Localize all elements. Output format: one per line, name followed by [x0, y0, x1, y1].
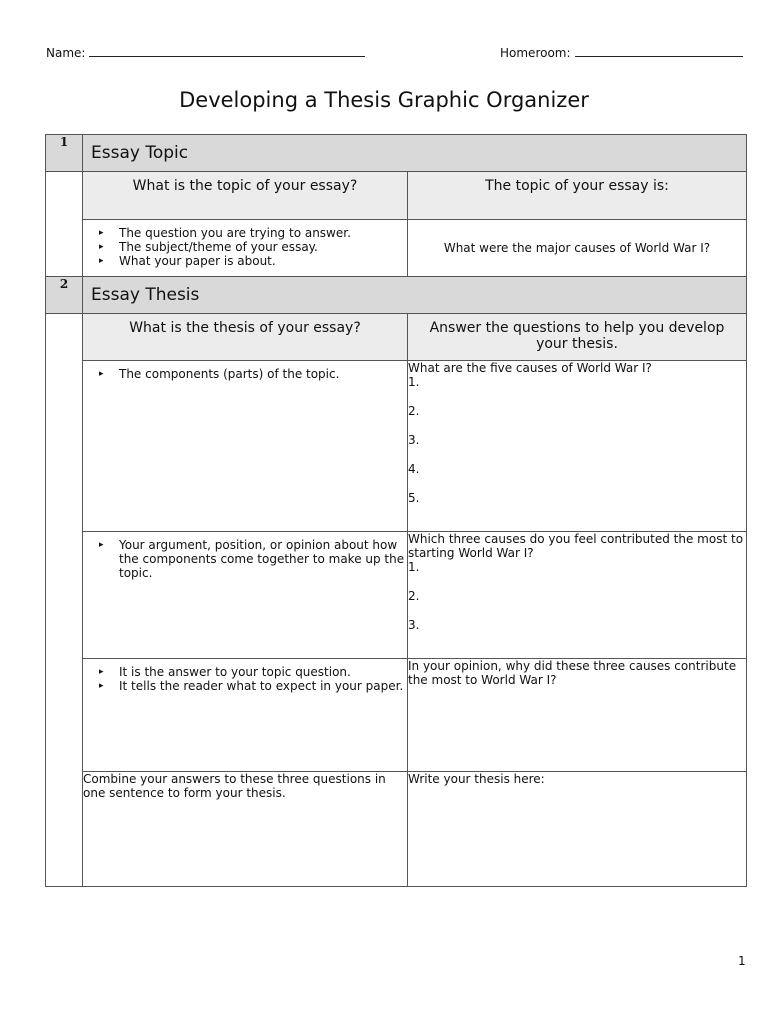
- answer-explanation-bullet-list: [83, 665, 407, 693]
- answer-line-number: 1.: [408, 560, 420, 574]
- homeroom-blank-line[interactable]: [575, 44, 743, 57]
- name-field[interactable]: [46, 44, 365, 60]
- list-item: ▸ The question you are trying to answer.: [119, 226, 407, 240]
- three-causes-prompt: Which three causes do you feel contributed the most to starting World War I?: [408, 532, 744, 560]
- page-title: Developing a Thesis Graphic Organizer: [179, 88, 589, 112]
- section-2-row-components: [46, 361, 747, 532]
- section-2-question-right: Answer the questions to help you develop your thesis.: [408, 314, 747, 361]
- section-2-row-thesis: [46, 772, 747, 887]
- section-1-header: [46, 135, 747, 172]
- combine-instruction: Combine your answers to these three questions in one sentence to form your thesis.: [83, 772, 386, 800]
- section-2-margin: [46, 314, 83, 887]
- components-bullet-list: [83, 367, 407, 381]
- section-2-question-row: [46, 314, 747, 361]
- list-item: ▸ It tells the reader what to expect in your paper.: [119, 679, 407, 693]
- homeroom-label: Homeroom:: [500, 46, 571, 60]
- answer-explanation-cell: [83, 659, 408, 772]
- answer-line-number: 4.: [408, 462, 420, 476]
- section-1-question-row: [46, 172, 747, 220]
- answer-line-number: 2.: [408, 589, 420, 603]
- section-1-question-left: What is the topic of your essay?: [83, 172, 408, 220]
- five-causes-numbers: [408, 375, 746, 505]
- three-causes-numbers: [408, 560, 746, 632]
- opinion-prompt: In your opinion, why did these three causes contribute the most to World War I?: [408, 659, 737, 687]
- section-2-header: [46, 277, 747, 314]
- list-item: ▸ The subject/theme of your essay.: [119, 240, 407, 254]
- list-item: ▸ It is the answer to your topic question.: [119, 665, 407, 679]
- three-causes-answer-cell[interactable]: [408, 532, 747, 659]
- section-2-row-argument: [46, 532, 747, 659]
- answer-line-number: 3.: [408, 618, 420, 632]
- five-causes-prompt: What are the five causes of World War I?: [408, 361, 652, 375]
- section-2-question-left: What is the thesis of your essay?: [83, 314, 408, 361]
- argument-cell: [83, 532, 408, 659]
- list-item: ▸ The components (parts) of the topic.: [119, 367, 407, 381]
- answer-line-number: 2.: [408, 404, 420, 418]
- section-1-title: Essay Topic: [83, 135, 747, 172]
- list-item: ▸ What your paper is about.: [119, 254, 407, 268]
- section-1-bullet-list: [83, 226, 407, 268]
- section-1-answer-row: [46, 220, 747, 277]
- graphic-organizer-table: [45, 134, 747, 887]
- section-2-row-answer: [46, 659, 747, 772]
- section-1-margin: [46, 172, 83, 277]
- answer-line-number: 3.: [408, 433, 420, 447]
- components-cell: [83, 361, 408, 532]
- section-2-number: 2: [46, 277, 83, 314]
- section-2-title: Essay Thesis: [83, 277, 747, 314]
- section-1-number: 1: [46, 135, 83, 172]
- argument-bullet-list: [83, 538, 407, 580]
- answer-line-number: 1.: [408, 375, 420, 389]
- combine-instruction-cell: [83, 772, 408, 887]
- opinion-answer-cell[interactable]: [408, 659, 747, 772]
- list-item: ▸ Your argument, position, or opinion about how the components come together to make up the topic.: [119, 538, 407, 580]
- five-causes-answer-cell[interactable]: [408, 361, 747, 532]
- thesis-answer-cell[interactable]: [408, 772, 747, 887]
- section-1-answer: What were the major causes of World War I?: [408, 220, 747, 277]
- name-label: Name:: [46, 46, 86, 60]
- section-1-bullets-cell: [83, 220, 408, 277]
- section-1-question-right: The topic of your essay is:: [408, 172, 747, 220]
- page-number: 1: [738, 954, 746, 968]
- answer-line-number: 5.: [408, 491, 420, 505]
- name-blank-line[interactable]: [89, 44, 365, 57]
- homeroom-field[interactable]: [500, 44, 743, 60]
- thesis-prompt: Write your thesis here:: [408, 772, 545, 786]
